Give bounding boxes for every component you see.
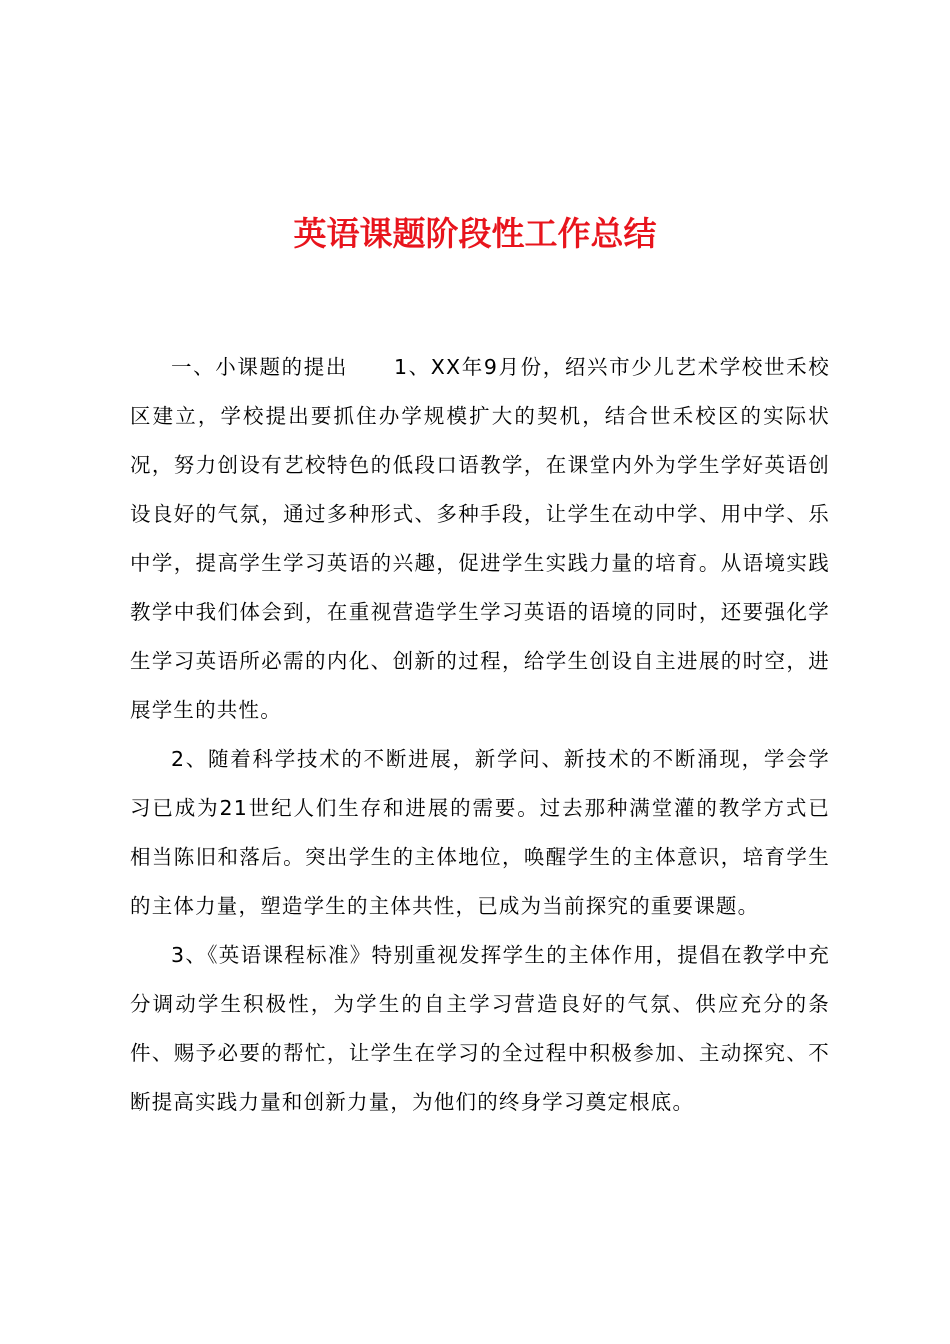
paragraph-1 <box>130 343 830 735</box>
paragraph-3: 3、《英语课程标准》特别重视发挥学生的主体作用，提倡在教学中充分调动学生积极性，为学生的自主学习营造良好的气氛、供应充分的条件、赐予必要的帮忙，让学生在学习的全过程中积极参加、主动探究、不断提高实践力量和创新力量，为他们的终身学习奠定根底。 <box>130 943 830 1114</box>
section-heading: 一、小课题的提出 <box>171 355 349 379</box>
paragraph-1-text: 1、XX年9月份，绍兴市少儿艺术学校世禾校区建立，学校提出要抓住办学规模扩大的契机，结合世禾校区的实际状况，努力创设有艺校特色的低段口语教学，在课堂内外为学生学好英语创设良好的气氛，通过多种形式、多种手段，让学生在动中学、用中学、乐中学，提高学生学习英语的兴趣，促进学生实践力量的培育。从语境实践教学中我们体会到，在重视营造学生学习英语的语境的同时，还要强化学生学习英语所必需的内化、创新的过程，给学生创设自主进展的时空，进展学生的共性。 <box>130 355 830 722</box>
document-body <box>130 343 830 1127</box>
document-title: 英语课题阶段性工作总结 <box>293 214 657 253</box>
paragraph-2: 2、随着科学技术的不断进展，新学问、新技术的不断涌现，学会学习已成为21世纪人们生存和进展的需要。过去那种满堂灌的教学方式已相当陈旧和落后。突出学生的主体地位，唤醒学生的主体意识，培育学生的主体力量，塑造学生的主体共性，已成为当前探究的重要课题。 <box>130 747 830 918</box>
